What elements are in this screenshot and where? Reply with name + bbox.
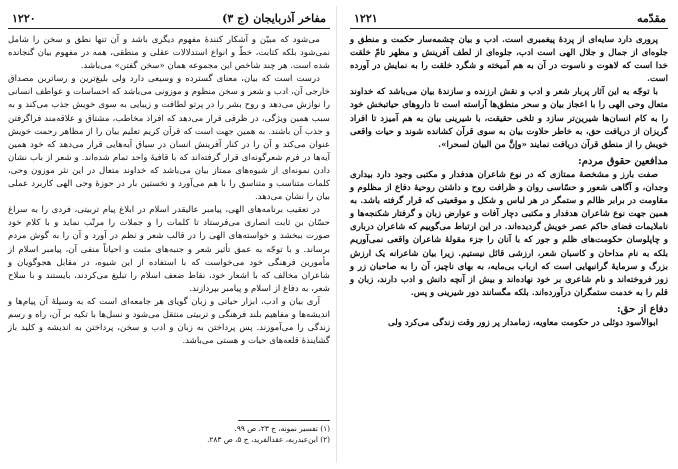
section-heading: مدافعین حقوق مردم: bbox=[578, 155, 668, 167]
page-gutter bbox=[336, 6, 337, 463]
paragraph: ابوالأسود دوئلی در حکومت معاویه، زمامدار پر زور وقت زندگی می‌کرد ولی bbox=[387, 317, 658, 328]
footnotes bbox=[8, 420, 330, 445]
left-page-body bbox=[8, 34, 330, 348]
left-page bbox=[8, 0, 330, 469]
paragraph: با توجّه به این آثار پربار شعر و ادب و نقش ارزنده و سازندهٔ بیان می‌باشد که خداوند متعال وحی الهی را با اعجاز بیان و سحر منطق‌ها آراسته است تا داروهای حیاتبخش خود را به کام انسان‌ها شیرین‌تر سازد و تلخی حقیقت، با شیرینی بیان به هم آمیزد تا افراد گریزان از دریافت حق، به خاطر حلاوت بیان به سوی قرآن کشانده شوند و حیات واقعی خویش را از منطق قرآن دریافت نمایند «وإنَّ من البیان لسحرا». bbox=[350, 87, 668, 150]
running-title: مقدّمه bbox=[636, 12, 666, 25]
header-rule bbox=[8, 28, 330, 29]
right-page bbox=[350, 0, 668, 469]
footnote: (۱) تفسیر نمونه، ج ۲۳، ص ۹۹. bbox=[234, 424, 330, 433]
header-rule bbox=[350, 28, 668, 29]
page-number: ۱۲۲۰ bbox=[12, 12, 36, 25]
footnote: (۲) ابن‌عبدربه، عقدالفرید، ج ۵، ص ۲۸۳. bbox=[207, 434, 330, 444]
paragraph: در تعقیب برنامه‌های الهی، پیامبر عالیقدر اسلام در ابلاغ پیام تربیتی، فردی را به سراغ حسّان بن ثابت انصاری می‌فرستاد تا کلمات را و جملات را مرتّب نماید و با کلام خود صورت ببخشد و خواسته‌های الهی را در قالب شعر و نظم در آورد و آن را به گوش مردم برساند. و با توجّه به عمق تأثیر شعر و جنبه‌های مثبت و احیاناً منفی آن، پیامبر اسلام از مأمورین فرهنگی خود می‌خواست که با استفاده از این شیوه، در مقابل هجوگویان و شاعران مخالف که با اشعار خود، نقاط ضعف اسلام را تبلیغ می‌کردند، بایستند و با سلاح شعر، به دفاع از اسلام و پیامبر بپردازند. bbox=[8, 205, 330, 294]
running-title: مفاخر آذربایجان (ج ۳) bbox=[222, 12, 326, 25]
page-number: ۱۲۲۱ bbox=[354, 12, 378, 25]
left-page-header bbox=[8, 10, 330, 30]
paragraph: پروری دارد سایه‌ای از پردهٔ پیغمبری است. ادب و بیان چشمه‌سار حکمت و منطق و جلوه‌ای از جمال و جلال الهی است ادب، جلوه‌ای از لطف آفرینش و مظهر تامّ خلقت خدا است که لاهوت و ناسوت در آن به هم آمیخته و شگرد خلقت را به نمایش در آورده است. bbox=[350, 35, 668, 85]
right-page-header bbox=[350, 10, 668, 30]
paragraph: درست است که بیان، معنای گسترده و وسیعی دارد ولی بلیغ‌ترین و رساترین مصداق خارجی آن، ادب و شعر و سخن منظوم و موزونی می‌باشد که احساسات و عواطف انسانی را نوازش می‌دهد و روح بشر را در پرتو لطافت و زیبایی به سوی خویش جذب می‌کند و به سبب همین ویژگی، در ظرفی قرار می‌دهد که افراد مخاطب، مشتاق و علاقه‌مند فراگرفتن و جذب آن باشند. به همین جهت است که قرآن کریم تعلیم بیان را از مظاهر رحمت خویش عنوان می‌کند و آن را در کنار آفرینش انسان در سیاق آیه‌هایی قرار می‌دهد که خود همین آیه‌ها در فرم شعرگونه‌ای قرار گرفته‌اند که با قافیهٔ واحد تمام شده‌اند. و شعر از باب نشان دادن نمونه‌ای از شیوه‌های ممتاز بیان می‌باشد که خداوند متعال در این نثر موزون وحی، کلمات متناسب و متناسق را با هم می‌آورد و نخستین بار در حوزهٔ وحی الهی کاربرد عملی بیان را نشان می‌دهد. bbox=[8, 74, 330, 203]
paragraph: می‌شود که مبیّن و آشکار کنندهٔ مفهوم دیگری باشد و آن تنها نطق و سخن را شامل نمی‌شود بلکه کتابت، خطّ و انواع استدلالات عقلی و منطقی، همه در مفهوم بیان گنجانده شده است. هر چند شاخص این مجموعه همان «سخن گفتن» می‌باشد. bbox=[8, 35, 330, 72]
right-page-body bbox=[350, 34, 668, 330]
footnote-separator bbox=[238, 420, 330, 421]
paragraph: آری بیان و ادب، ابزار حیاتی و زبان گویای هر جامعه‌ای است که به وسیلهٔ آن پیام‌ها و اندیشه‌ها و مفاهیم بلند فرهنگی و تربیتی منتقل می‌شود و نسل‌ها با تکیه بر آن، راه و رسم زندگی را می‌آموزند. پس پرداختن به زبان و ادب و سخن، پرداختن به اندیشه و کلید باز گشایندهٔ قلعه‌های حیات و هستی می‌باشد. bbox=[8, 296, 330, 347]
paragraph: صفت بارز و مشخصهٔ ممتازی که در نوع شاعران هدفدار و مکتبی وجود دارد بیداری وجدان، و آگاهی شعور و حسّاسی روان و ظرافت روح و داشتن روحیهٔ دفاع از مظلوم و مقاومت در برابر ظالم و ستمگر در هر لباس و شکل و موقعیتی که قرار گرفته باشد. به همین جهت نوع شاعران هدفدار و مکتبی دچار آفات و عوارض زبان و گرفتار شکنجه‌ها و ناملایمات فضای حاکم عصر خویش گردیده‌اند. در این ارتباط می‌گوییم که شاعران درباری و چاپلوسان حکومت‌های ظلم و جور که با آنان را جزء مقولهٔ شاعران واقعی نمی‌آوریم بلکه به نام مداحان و کاسبان شعر، ارزشی قائل نیستیم. زیرا بیان شاعرانه یک ارزش بزرگ و سرمایهٔ گرانبهایی است که ارباب بی‌مایه، به بهای ناچیز، آن را به صاحبان زر و زور فروخته‌اند و نام شاعری بر خود نهاده‌اند و بیش از آنچه دانش و ادب دارند، زبان و قلم را به خدمت ستمگران درآورده‌اند. بلکه مگسانند دور شیرینی و پس. bbox=[350, 169, 668, 298]
section-heading: دفاع از حق: bbox=[616, 303, 668, 315]
